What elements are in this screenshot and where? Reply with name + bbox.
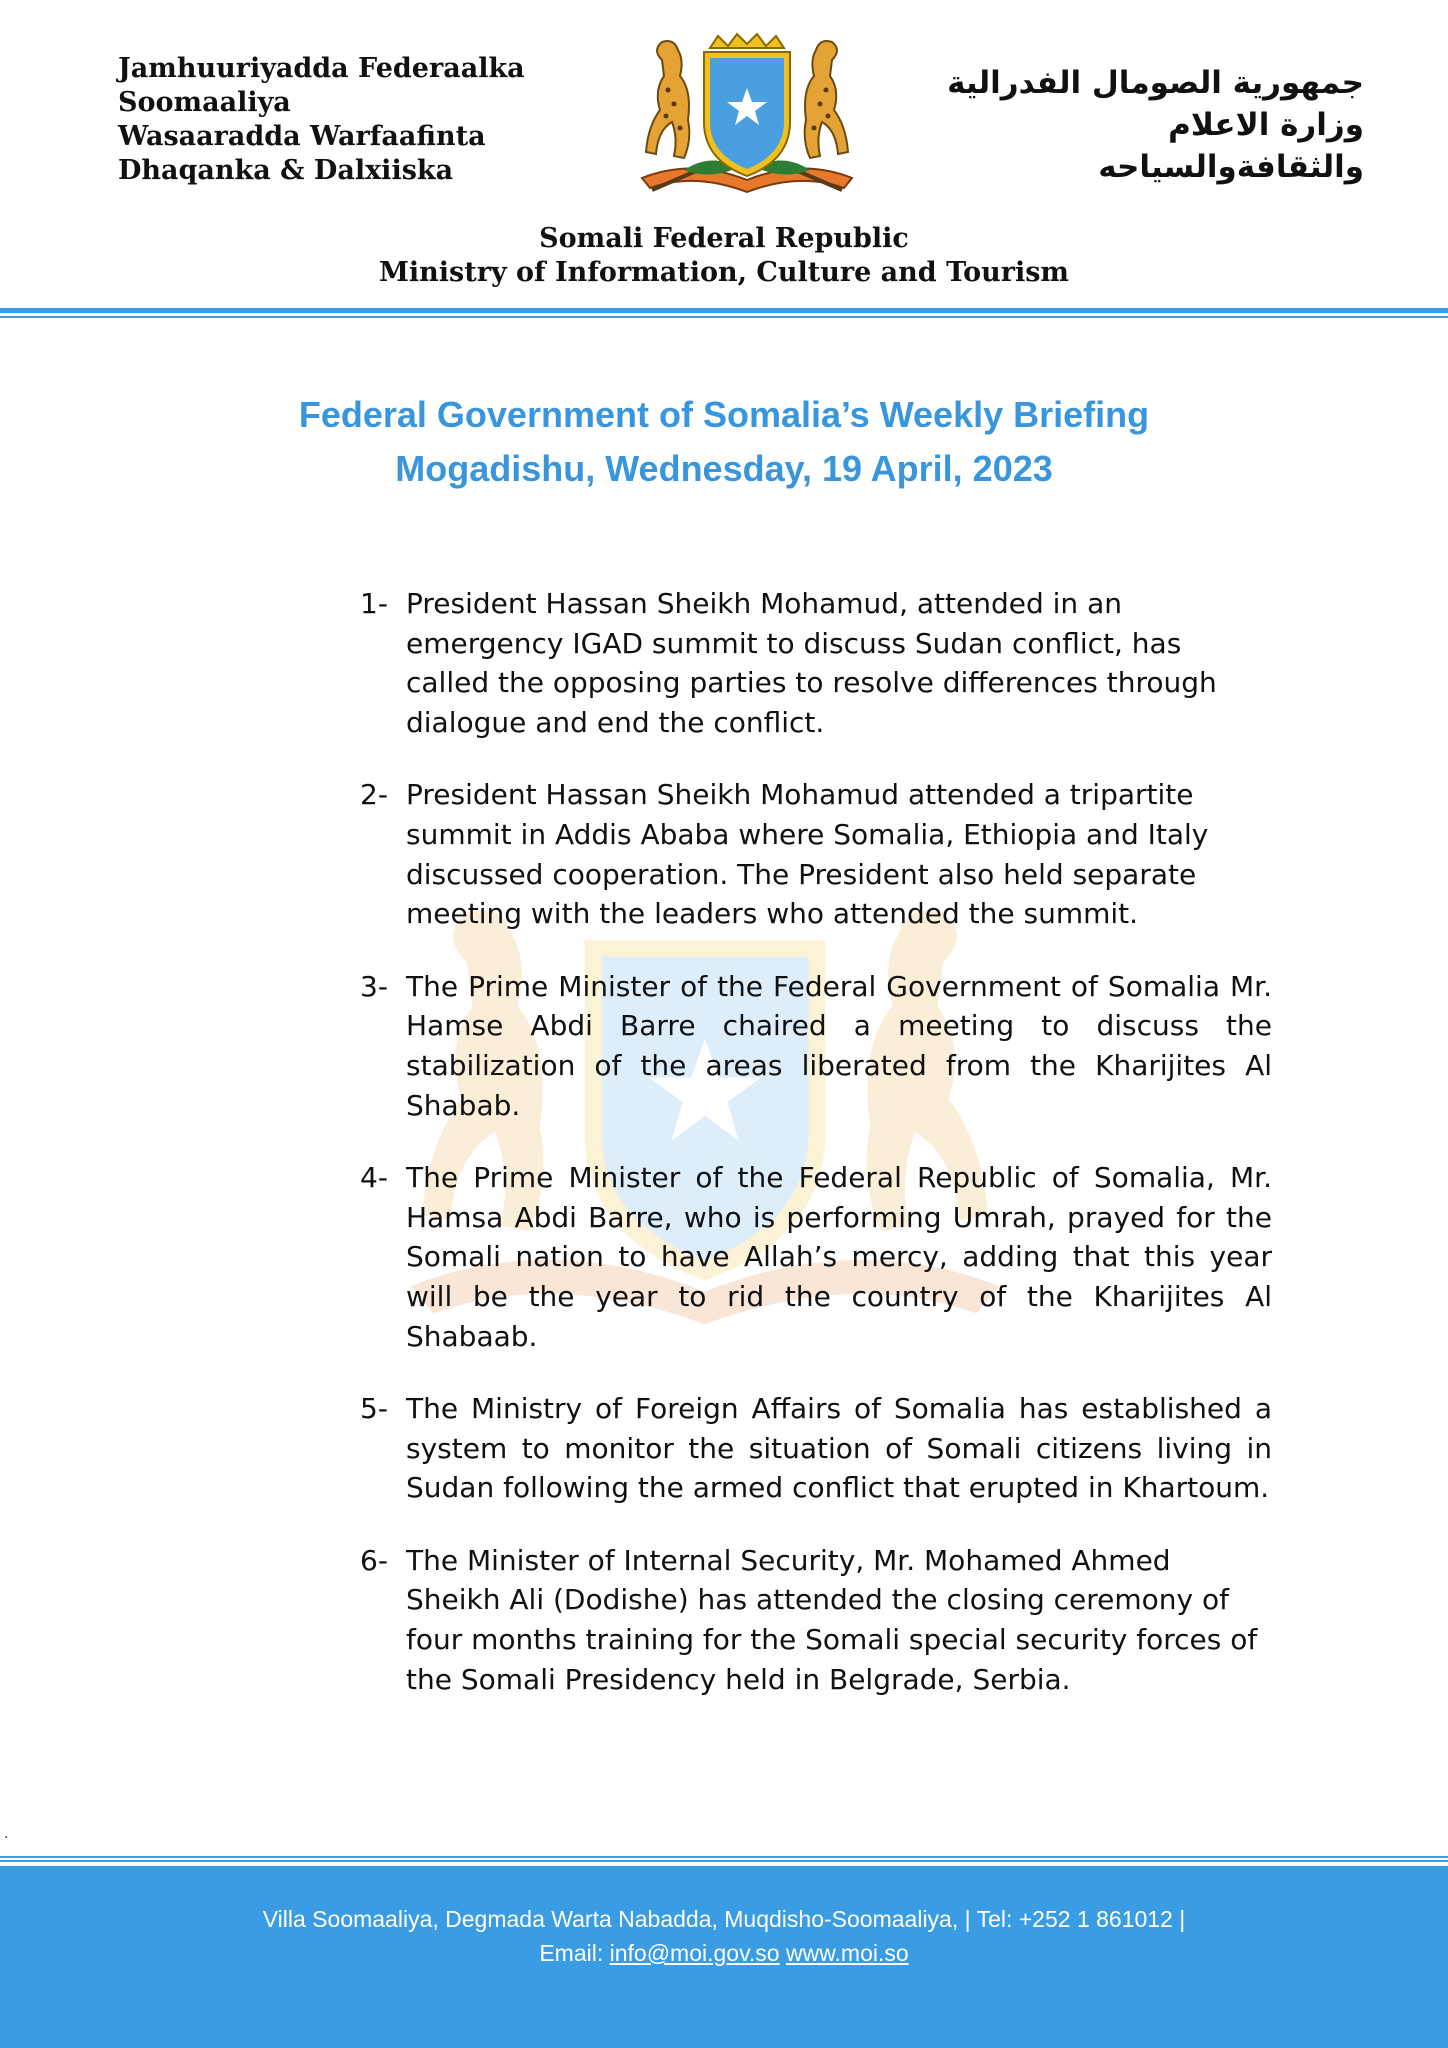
footer-divider-thin — [0, 1860, 1448, 1862]
header-ministry-line: Ministry of Information, Culture and Tourism — [379, 257, 1069, 288]
header-left-line: Dhaqanka & Dalxiiska — [118, 155, 454, 186]
somalia-coat-of-arms-icon — [622, 30, 872, 205]
header-right-line: والثقافةوالسياحه — [1098, 149, 1364, 185]
briefing-item — [360, 1158, 1272, 1356]
item-number: 3- — [360, 969, 388, 1003]
briefing-item — [360, 1389, 1272, 1508]
item-text: The Minister of Internal Security, Mr. Mohamed Ahmed Sheikh Ali (Dodishe) has attended the closing ceremony of four months training for the Somali special security forces of the Somali Presidency held in Belgrade, Serbia. — [406, 1543, 1258, 1696]
item-number: 6- — [360, 1543, 388, 1577]
stray-mark: . — [4, 1826, 9, 1842]
briefing-item — [360, 584, 1272, 742]
header-left-line: Soomaaliya — [118, 87, 291, 118]
header-right-line: جمهورية الصومال الفدرالية — [947, 65, 1364, 101]
footer-divider — [0, 1856, 1448, 1858]
footer-address: Villa Soomaaliya, Degmada Warta Nabadda, Muqdisho-Soomaaliya, | Tel: +252 1 861012 | — [262, 1906, 1186, 1932]
briefing-item — [360, 1541, 1272, 1699]
header-somali-name — [118, 52, 578, 188]
briefing-title-line: Federal Government of Somalia’s Weekly Briefing — [298, 394, 1150, 435]
header-right-line: وزارة الاعلام — [1168, 107, 1364, 143]
briefing-title — [0, 388, 1448, 496]
item-number: 1- — [360, 587, 388, 620]
footer-contact — [0, 1902, 1448, 1970]
briefing-item — [360, 775, 1272, 933]
header-republic-line: Somali Federal Republic — [539, 223, 909, 254]
header-left-line: Jamhuuriyadda Federaalka — [118, 53, 525, 84]
footer-email-link[interactable]: info@moi.gov.so — [609, 1940, 780, 1966]
item-text: The Prime Minister of the Federal Government of Somalia Mr. Hamse Abdi Barre chaired a meeting to discuss the stabilization of the areas liberated from the Kharijites Al Shabab. — [406, 969, 1272, 1122]
header-arabic-name — [904, 62, 1364, 188]
briefing-date-line: Mogadishu, Wednesday, 19 April, 2023 — [395, 448, 1053, 489]
item-text: President Hassan Sheikh Mohamud attended a tripartite summit in Addis Ababa where Somalia, Ethiopia and Italy discussed cooperation. The President also held separate meeting with the leaders who attended the summit. — [406, 778, 1209, 931]
footer-email-label: Email: — [539, 1940, 604, 1966]
item-number: 5- — [360, 1392, 388, 1426]
item-text: President Hassan Sheikh Mohamud, attended in an emergency IGAD summit to discuss Sudan conflict, has called the opposing parties to resolve differences through dialogue and end the conflict. — [406, 587, 1217, 739]
item-number: 2- — [360, 778, 388, 812]
footer-email-line — [0, 1936, 1448, 1970]
briefing-items — [360, 584, 1272, 1732]
header-english-name — [0, 222, 1448, 290]
item-number: 4- — [360, 1161, 388, 1195]
footer-website-link[interactable]: www.moi.so — [785, 1940, 909, 1966]
header-left-line: Wasaaradda Warfaafinta — [118, 121, 486, 152]
briefing-item — [360, 967, 1272, 1125]
header-divider-thin — [0, 316, 1448, 318]
item-text: The Prime Minister of the Federal Republic of Somalia, Mr. Hamsa Abdi Barre, who is performing Umrah, prayed for the Somali nation to have Allah’s mercy, adding that this year will be the year to rid the country of the Kharijites Al Shabaab. — [406, 1161, 1272, 1353]
header-divider — [0, 308, 1448, 313]
item-text: The Ministry of Foreign Affairs of Somalia has established a system to monitor the situation of Somali citizens living in Sudan following the armed conflict that erupted in Khartoum. — [406, 1392, 1272, 1505]
